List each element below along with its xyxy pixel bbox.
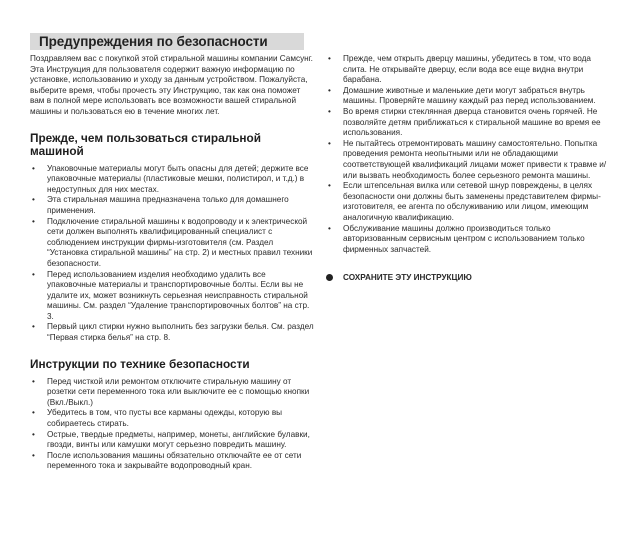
list-item: • Убедитесь в том, что пусты все карманы одежды, которую вы собираетесь стирать. — [30, 408, 316, 429]
list-item: • Прежде, чем открыть дверцу машины, убедитесь в том, что вода слита. Не открывайте дверцу, если вода все еще видна внутри барабана. — [326, 54, 614, 86]
before-use-heading: Прежде, чем пользоваться стиральной машиной — [30, 130, 261, 158]
save-note-text: СОХРАНИТЕ ЭТУ ИНСТРУКЦИЮ — [343, 273, 472, 283]
list-item: • Подключение стиральной машины к водопроводу и к электрической сети должен выполнять квалифицированный специалист с соблюдением инструкции фирмы-изготовителя (см. Раздел “Установка стиральной машины” на стр. 2) и местных правил техники безопасности. — [30, 217, 316, 270]
list-item: • Домашние животные и маленькие дети могут забраться внутрь машины. Проверяйте машину каждый раз перед использованием. — [326, 86, 614, 107]
before-use-section — [30, 132, 316, 344]
list-item: • Эта стиральная машина предназначена только для домашнего применения. — [30, 195, 316, 216]
right-list — [326, 54, 614, 255]
save-note — [326, 273, 614, 284]
list-item: • Перед использованием изделия необходимо удалить все упаковочные материалы и транспортировочные болты. Если вы не удалите их, может возникнуть серьезная неисправность стиральной машины. См. раздел “Удаление транспортировочных болтов” на стр. 3. — [30, 270, 316, 323]
list-item: • Острые, твердые предметы, например, монеты, английские булавки, гвозди, винты или камушки могут серьезно повредить машину. — [30, 430, 316, 451]
list-item: • После использования машины обязательно отключайте ее от сети переменного тока и закрывайте водопроводный кран. — [30, 451, 316, 472]
intro-paragraph: Поздравляем вас с покупкой этой стиральной машины компании Самсунг. Эта Инструкция для пользователя содержит важную информацию по установке, использованию и уходу за данным устройством. Пожалуйста, выберите время, чтобы прочесть эту Инструкцию, так как она поможет вам в полной мере использовать все возможности вашей стиральной машины и пользоваться ею в течение многих лет. — [30, 54, 313, 116]
title-bar — [30, 33, 304, 50]
safety-heading: Инструкции по технике безопасности — [30, 356, 250, 371]
before-use-list — [30, 164, 316, 344]
safety-list — [30, 377, 316, 472]
safety-section — [30, 358, 316, 472]
page-title: Предупреждения по безопасности — [39, 34, 268, 49]
left-column — [30, 54, 316, 486]
list-item: • Обслуживание машины должно производиться только авторизованным сервисным центром с использованием только фирменных запчастей. — [326, 224, 614, 256]
list-item: • Перед чисткой или ремонтом отключите стиральную машину от розетки сети переменного тока или выключите ее с помощью кнопки (Вкл./Выкл.) — [30, 377, 316, 409]
list-item: • Во время стирки стеклянная дверца становится очень горячей. Не позволяйте детям приближаться к стиральной машине во время ее использования. — [326, 107, 614, 139]
right-column — [326, 54, 614, 284]
list-item: • Упаковочные материалы могут быть опасны для детей; держите все упаковочные материалы (пластиковые мешки, полистирол, и т.д.) в недоступных для них местах. — [30, 164, 316, 196]
bullet-dot-icon — [326, 274, 333, 281]
list-item: • Не пытайтесь отремонтировать машину самостоятельно. Попытка проведения ремонта неопытными или не обладающими соответствующей квалификаций лицами может привести к травме и/или вызвать необходимость более серьезного ремонта машины. — [326, 139, 614, 181]
list-item: • Первый цикл стирки нужно выполнить без загрузки белья. См. раздел “Первая стирка белья” на стр. 8. — [30, 322, 316, 343]
list-item: • Если штепсельная вилка или сетевой шнур повреждены, в целях безопасности они должны быть заменены представителем фирмы-изготовителя, ее агента по обслуживанию или лицом, имеющим аналогичную квалификацию. — [326, 181, 614, 223]
